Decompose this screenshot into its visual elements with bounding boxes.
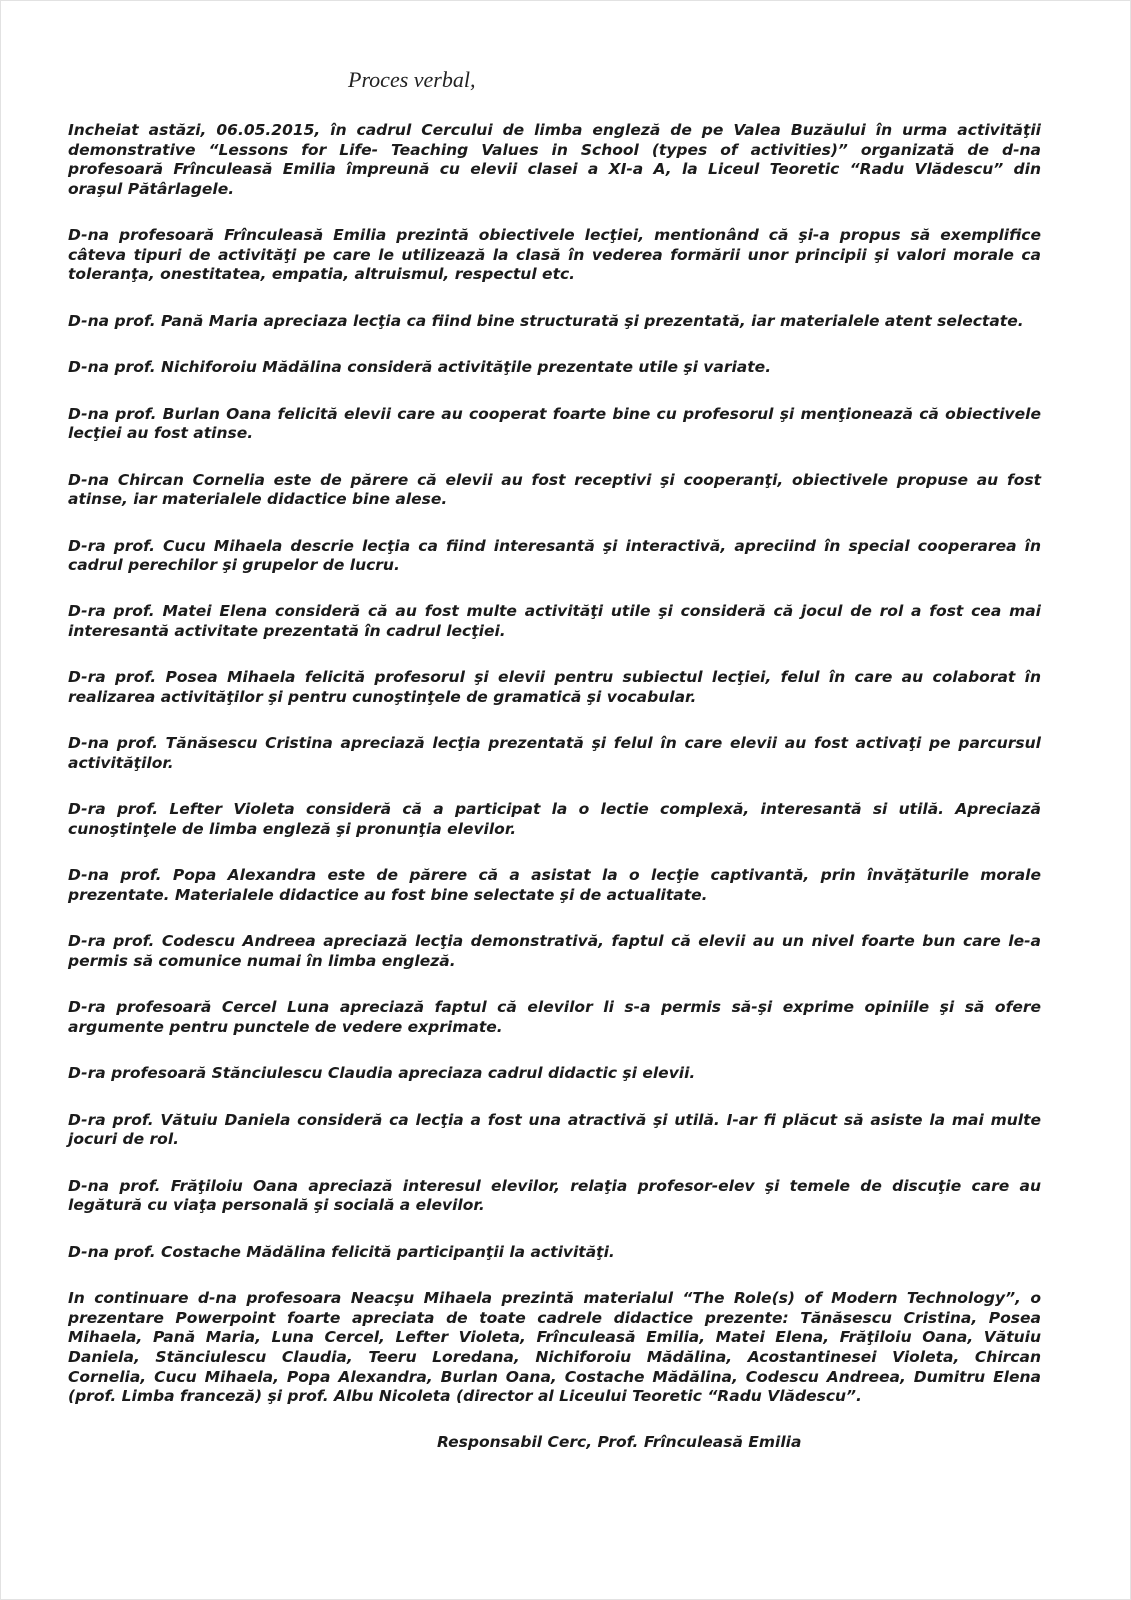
paragraph-line: D-ra prof. Codescu Andreea apreciază lecţia demonstrativă, faptul că elevii au un nivel foarte bun care le-a bbox=[68, 932, 1041, 951]
paragraph-line: prezentare Powerpoint foarte apreciata de toate cadrele didactice prezente: Tănăsescu Cristina, Posea bbox=[68, 1308, 1041, 1327]
paragraph-line: D-na prof. Burlan Oana felicită elevii care au cooperat foarte bine cu profesorul şi menţionează că obiectivele bbox=[68, 404, 1041, 423]
paragraph-line: D-ra prof. Cucu Mihaela descrie lecţia ca fiind interesantă şi interactivă, apreciind în special cooperarea în bbox=[68, 536, 1041, 555]
paragraph-line: Mihaela, Pană Maria, Luna Cercel, Lefter Violeta, Frînculeasă Emilia, Matei Elena, Frăţiloiu Oana, Vătuiu bbox=[68, 1328, 1041, 1347]
paragraph bbox=[68, 602, 1041, 641]
paragraph-line: argumente pentru punctele de vedere exprimate. bbox=[68, 1017, 503, 1036]
paragraph bbox=[68, 1111, 1041, 1150]
paragraph-line: In continuare d-na profesoara Neacşu Mihaela prezintă materialul “The Role(s) of Modern Technology”, o bbox=[68, 1289, 1041, 1308]
paragraph-line: D-na prof. Nichiforoiu Mădălina consideră activităţile prezentate utile şi variate. bbox=[68, 358, 772, 377]
paragraph-line: D-ra profesoară Cercel Luna apreciază faptul că elevilor li s-a permis să-şi exprime opiniile şi să ofere bbox=[68, 998, 1041, 1017]
paragraph-line: Daniela, Stănciulescu Claudia, Teeru Loredana, Nichiforoiu Mădălina, Acostantinesei Violeta, Chircan bbox=[68, 1347, 1041, 1366]
paragraph-line: D-ra prof. Matei Elena consideră că au fost multe activităţi utile şi consideră că jocul de rol a fost cea mai bbox=[68, 602, 1041, 621]
paragraph bbox=[68, 800, 1041, 839]
paragraph bbox=[68, 471, 1041, 510]
paragraph-line: toleranţa, onestitatea, empatia, altruismul, respectul etc. bbox=[68, 265, 576, 284]
paragraph-line: D-na profesoară Frînculeasă Emilia prezintă obiectivele lecţiei, mentionând că şi-a propus să exemplifice bbox=[68, 226, 1041, 245]
paragraph bbox=[68, 998, 1041, 1037]
paragraph-line: câteva tipuri de activităţi pe care le utilizează la clasă în vederea formării unor principii şi valori morale ca bbox=[68, 245, 1041, 264]
paragraph-line: demonstrative “Lessons for Life- Teaching Values in School (types of activities)” organizată de d-na bbox=[68, 140, 1041, 159]
paragraph-line: cunoştinţele de limba engleză şi pronunţia elevilor. bbox=[68, 820, 517, 839]
paragraph-line: (prof. Limba franceză) şi prof. Albu Nicoleta (director al Liceului Teoretic “Radu Vlădescu”. bbox=[68, 1387, 862, 1406]
paragraph-line: atinse, iar materialele didactice bine alese. bbox=[68, 490, 448, 509]
paragraph bbox=[68, 1177, 1041, 1216]
paragraph-line: D-ra prof. Vătuiu Daniela consideră ca lecţia a fost una atractivă şi utilă. I-ar fi plăcut să asiste la mai multe bbox=[68, 1110, 1041, 1129]
paragraph bbox=[68, 312, 1041, 332]
paragraph-line: D-na prof. Pană Maria apreciaza lecţia ca fiind bine structurată şi prezentată, iar materialele atent selectate. bbox=[68, 311, 1024, 330]
paragraph bbox=[68, 932, 1041, 971]
paragraph-line: lecţiei au fost atinse. bbox=[68, 424, 254, 443]
paragraph-line: legătură cu viaţa personală şi socială a elevilor. bbox=[68, 1196, 485, 1215]
paragraph bbox=[68, 358, 1041, 378]
paragraph-line: realizarea activităţilor şi pentru cunoştinţele de gramatică şi vocabular. bbox=[68, 688, 697, 707]
paragraph-line: Cornelia, Cucu Mihaela, Popa Alexandra, Burlan Oana, Costache Mădălina, Codescu Andreea, Dumitru Elena bbox=[68, 1367, 1041, 1386]
paragraph bbox=[68, 734, 1041, 773]
paragraph-line: D-na prof. Costache Mădălina felicită participanţii la activităţi. bbox=[68, 1242, 615, 1261]
paragraph-line: activităţilor. bbox=[68, 754, 174, 773]
paragraph-line: oraşul Pătârlagele. bbox=[68, 179, 235, 198]
paragraph-closing bbox=[68, 1289, 1041, 1407]
paragraph-line: D-ra profesoară Stănciulescu Claudia apreciaza cadrul didactic şi elevii. bbox=[68, 1064, 696, 1083]
paragraph-line: D-ra prof. Lefter Violeta consideră că a participat la o lectie complexă, interesantă si utilă. Apreciază bbox=[68, 800, 1041, 819]
paragraph-intro bbox=[68, 121, 1041, 199]
paragraph bbox=[68, 405, 1041, 444]
paragraph-line: Incheiat astăzi, 06.05.2015, în cadrul Cercului de limba engleză de pe Valea Buzăului în urma activităţii bbox=[68, 121, 1041, 139]
document-body bbox=[68, 121, 1041, 1453]
paragraph bbox=[68, 537, 1041, 576]
paragraph-line: D-na prof. Tănăsescu Cristina apreciază lecţia prezentată şi felul în care elevii au fost activaţi pe parcursul bbox=[68, 734, 1041, 753]
paragraph-line: jocuri de rol. bbox=[68, 1130, 180, 1149]
paragraph bbox=[68, 1064, 1041, 1084]
paragraph bbox=[68, 1243, 1041, 1263]
signature-line: Responsabil Cerc, Prof. Frînculeasă Emilia bbox=[437, 1433, 802, 1452]
paragraph-line: interesantă activitate prezentată în cadrul lecţiei. bbox=[68, 622, 506, 641]
paragraph bbox=[68, 668, 1041, 707]
paragraph-line: D-na prof. Popa Alexandra este de părere că a asistat la o lecţie captivantă, prin învăţăturile morale bbox=[68, 866, 1041, 885]
paragraph bbox=[68, 866, 1041, 905]
document-title: Proces verbal, bbox=[348, 67, 476, 92]
paragraph-line: profesoară Frînculeasă Emilia împreună cu elevii clasei a XI-a A, la Liceul Teoretic “Radu Vlădescu” din bbox=[68, 160, 1041, 179]
paragraph-line: D-na Chircan Cornelia este de părere că elevii au fost receptivi şi cooperanţi, obiectivele propuse au fost bbox=[68, 470, 1041, 489]
paragraph-line: D-na prof. Frăţiloiu Oana apreciază interesul elevilor, relaţia profesor-elev şi temele de discuţie care au bbox=[68, 1176, 1041, 1195]
paragraph-line: D-ra prof. Posea Mihaela felicită profesorul şi elevii pentru subiectul lecţiei, felul în care au colaborat în bbox=[68, 668, 1041, 687]
paragraph-line: permis să comunice numai în limba engleză. bbox=[68, 952, 456, 970]
paragraph bbox=[68, 226, 1041, 285]
paragraph-line: prezentate. Materialele didactice au fost bine selectate şi de actualitate. bbox=[68, 886, 708, 905]
paragraph-line: cadrul perechilor şi grupelor de lucru. bbox=[68, 556, 400, 575]
